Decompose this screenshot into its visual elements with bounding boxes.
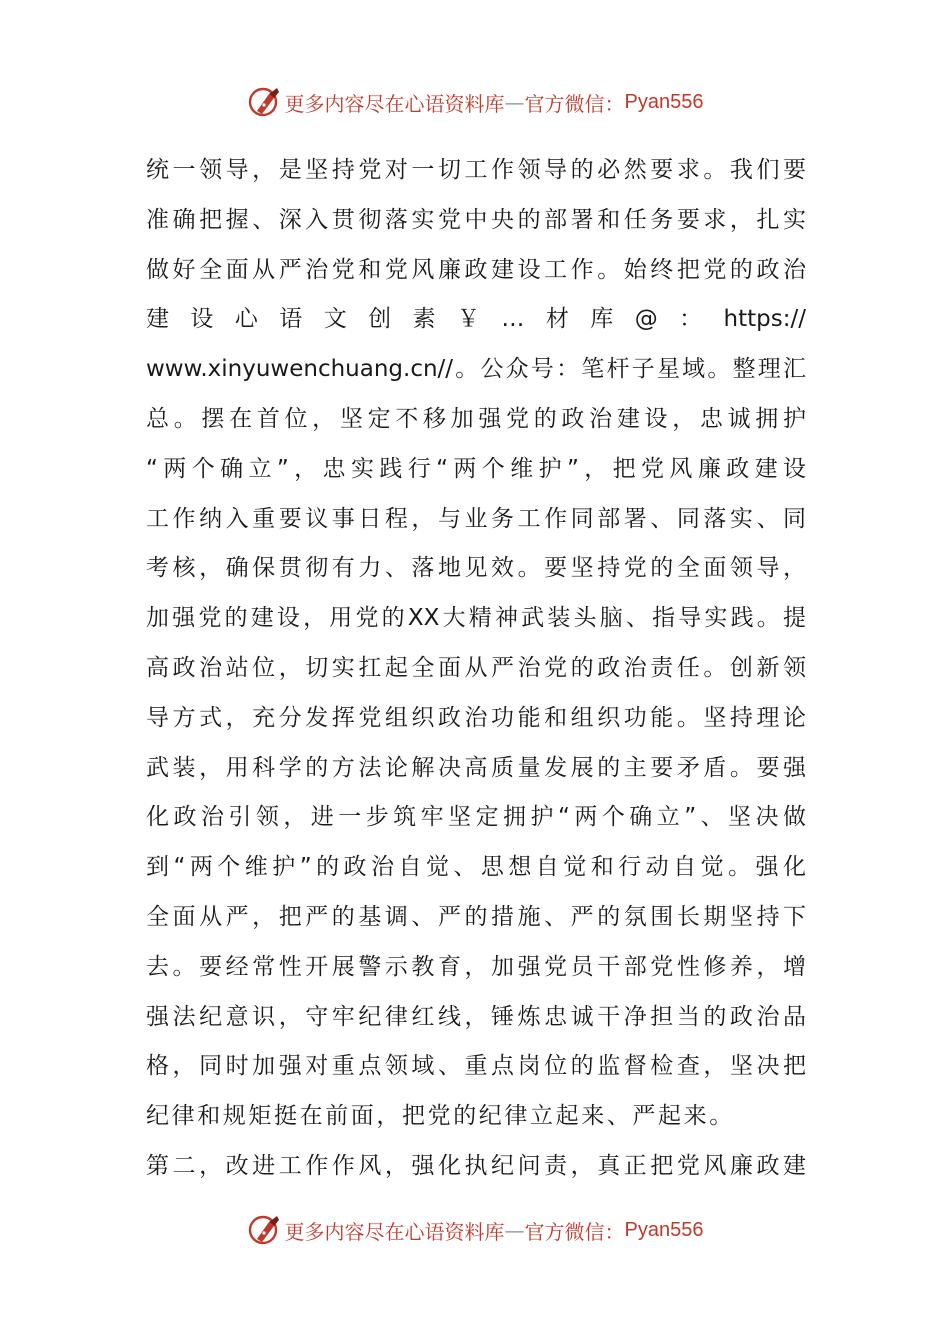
body-line: 导方式，充分发挥党组织政治功能和组织功能。坚持理论 [146,704,806,731]
body-line: 考核，确保贯彻有力、落地见效。要坚持党的全面领导， [146,555,806,582]
body-line: 高政治站位，切实扛起全面从严治党的政治责任。创新领 [146,654,806,681]
body-line: 强法纪意识，守牢纪律红线，锤炼忠诚干净担当的政治品 [146,1003,806,1030]
body-line: 做好全面从严治党和党风廉政建设工作。始终把党的政治 [146,256,806,283]
body-line: 加强党的建设，用党的XX大精神武装头脑、指导实践。提 [146,605,806,632]
body-line: 全面从严，把严的基调、严的措施、严的氛围长期坚持下 [146,903,806,930]
banner-wechat-id: Pyan556 [624,90,704,113]
body-line: 准确把握、深入贯彻落实党中央的部署和任务要求，扎实 [146,206,806,233]
body-line: 第二，改进工作作风，强化执纪问责，真正把党风廉政建 [146,1152,806,1179]
banner-wechat-id: Pyan556 [624,1218,704,1241]
body-line: “两个确立”，忠实践行“两个维护”，把党风廉政建设 [146,455,806,482]
body-line: 到“两个维护”的政治自觉、思想自觉和行动自觉。强化 [146,854,806,881]
banner-wechat-label: 官方微信： [524,91,625,116]
body-line: www.xinyuwenchuang.cn//。公众号：笔杆子星域。整理汇 [146,356,806,383]
body-line: 化政治引领，进一步筑牢坚定拥护“两个确立”、坚决做 [146,804,806,831]
header-banner [0,82,950,122]
banner-brand-text: 更多内容尽在心语资料库 [284,1219,505,1244]
body-line: 工作纳入重要议事日程，与业务工作同部署、同落实、同 [146,505,806,532]
body-line-paragraph-end: 纪律和规矩挺在前面，把党的纪律立起来、严起来。 [146,1103,735,1130]
pen-nib-logo-icon [247,1212,283,1248]
banner-dash: — [504,90,525,114]
body-line: 建设心语文创素￥…材库@：https:// [146,306,806,333]
body-line: 武装，用科学的方法论解决高质量发展的主要矛盾。要强 [146,754,806,781]
body-line: 统一领导，是坚持党对一切工作领导的必然要求。我们要 [146,157,806,183]
body-line: 去。要经常性开展警示教育，加强党员干部党性修养，增 [146,953,806,980]
footer-banner [0,1210,950,1250]
document-body [146,146,806,1192]
body-line: 格，同时加强对重点领域、重点岗位的监督检查，坚决把 [146,1053,806,1080]
pen-nib-logo-icon [247,84,283,120]
banner-dash: — [504,1218,525,1242]
banner-wechat-label: 官方微信： [524,1219,625,1244]
banner-brand-text: 更多内容尽在心语资料库 [284,91,505,116]
body-line: 总。摆在首位，坚定不移加强党的政治建设，忠诚拥护 [146,405,806,432]
